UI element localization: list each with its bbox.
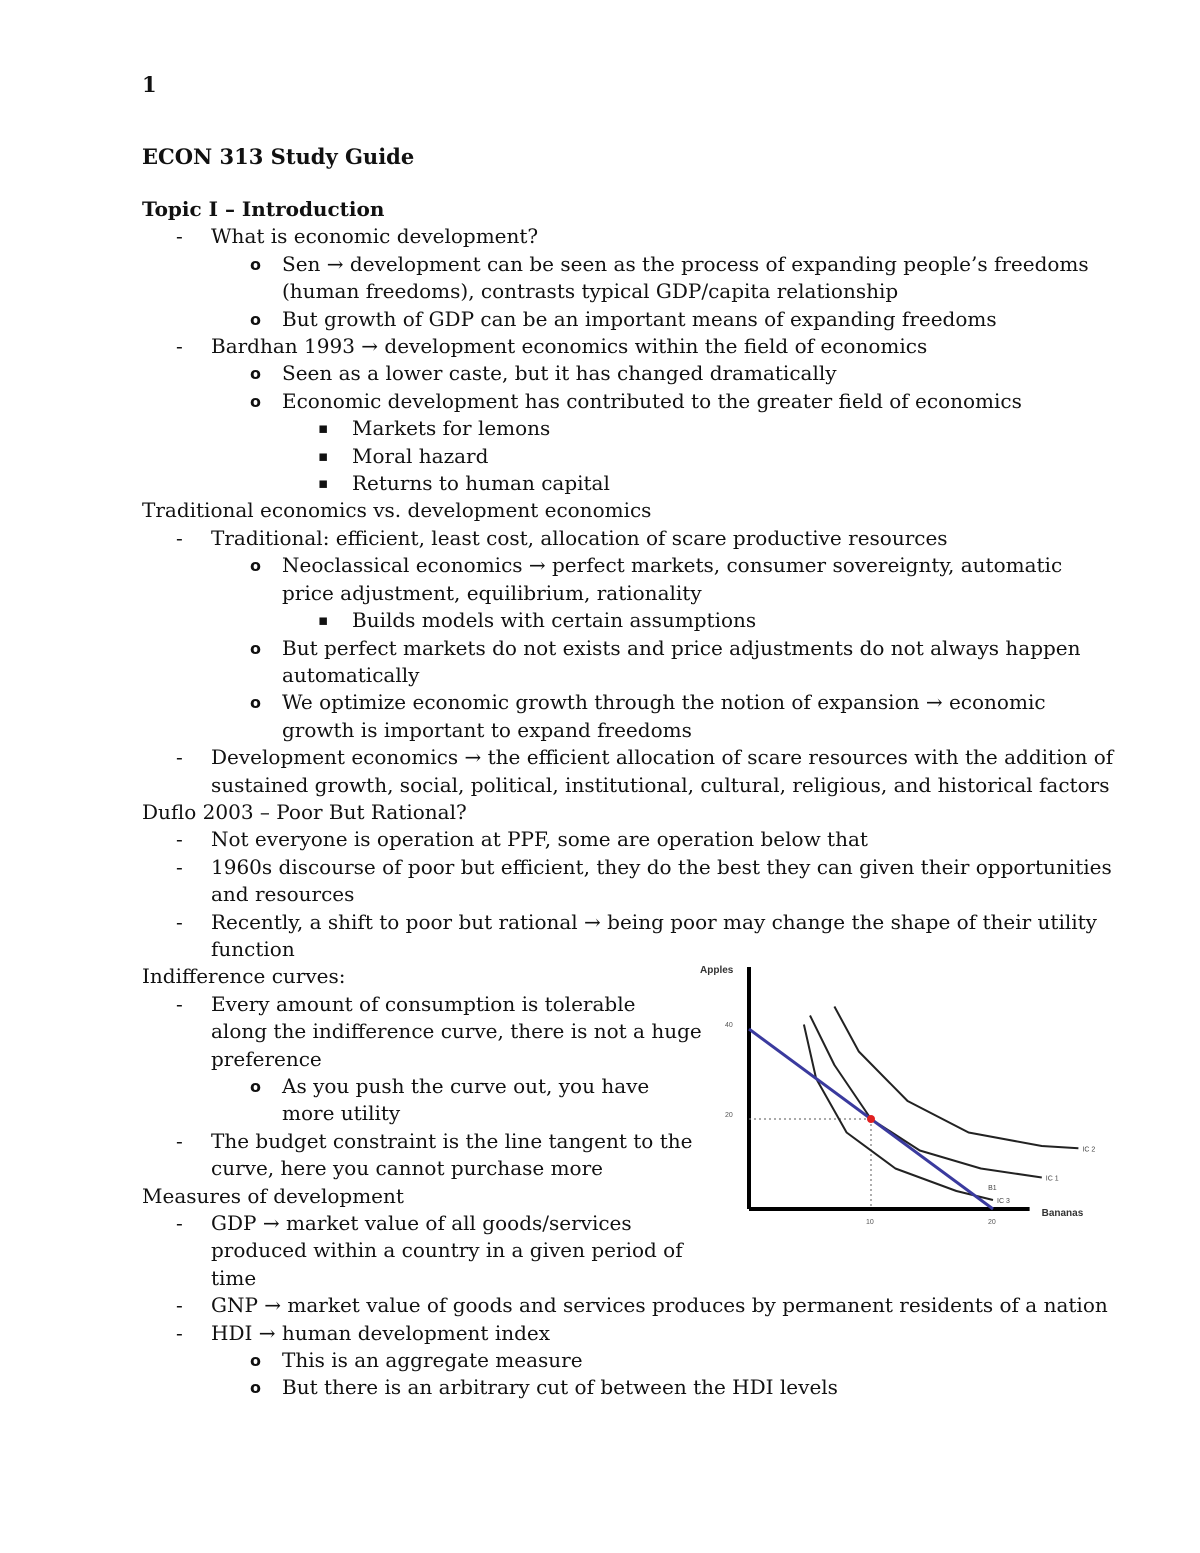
curve-label: IC 1 (1045, 1175, 1059, 1183)
list-item: ▪ Builds models with certain assumptions (142, 607, 1102, 634)
x-tick-label: 20 (988, 1219, 996, 1226)
topic-heading: Topic I – Introduction (142, 197, 385, 221)
list-item: o As you push the curve out, you have (142, 1073, 1102, 1100)
document-title: ECON 313 Study Guide (142, 144, 415, 169)
list-item: - Every amount of consumption is tolerable (142, 991, 1102, 1018)
list-item: ▪ Returns to human capital (142, 470, 1102, 497)
tangency-point (867, 1115, 875, 1123)
list-item-continuation: and resources (211, 882, 355, 907)
list-item: o Economic development has contributed to the greater field of economics (142, 388, 1102, 415)
list-item: - 1960s discourse of poor but efficient, they do the best they can given their opportunities (142, 854, 1102, 881)
section-heading: Traditional economics vs. development economics (142, 498, 652, 523)
list-item: - Development economics → the efficient allocation of scare resources with the addition of (142, 744, 1102, 771)
list-item-continuation: more utility (282, 1101, 401, 1126)
indifference-curve (810, 1016, 1042, 1178)
indifference-curve (834, 1007, 1078, 1149)
budget-line-label: B1 (988, 1185, 997, 1193)
list-item-continuation: time (211, 1265, 257, 1290)
list-item-continuation: price adjustment, equilibrium, rationality (282, 580, 702, 605)
section-heading: Duflo 2003 – Poor But Rational? (142, 799, 467, 824)
indifference-curve-chart (690, 955, 1110, 1230)
list-item: ▪ Moral hazard (142, 443, 1102, 470)
list-item: o But growth of GDP can be an important means of expanding freedoms (142, 306, 1102, 333)
curve-label: IC 2 (1082, 1146, 1096, 1154)
list-item-continuation: (human freedoms), contrasts typical GDP/capita relationship (282, 279, 899, 304)
list-item-continuation: sustained growth, social, political, institutional, cultural, religious, and historical factors (211, 772, 1110, 797)
curve-label: IC 3 (997, 1198, 1010, 1205)
list-item-continuation: produced within a country in a given period of (211, 1238, 683, 1263)
list-item: - What is economic development? (142, 223, 1102, 250)
section-heading: Indifference curves: (142, 964, 346, 989)
indifference-curve (804, 1025, 993, 1201)
list-item: - Traditional: efficient, least cost, allocation of scare productive resources (142, 525, 1102, 552)
list-item-continuation: curve, here you cannot purchase more (211, 1156, 603, 1181)
list-item-continuation: preference (211, 1046, 322, 1071)
x-tick-label: 10 (866, 1219, 874, 1226)
y-tick-label: 40 (725, 1022, 733, 1029)
list-item: o But there is an arbitrary cut of between the HDI levels (142, 1374, 1102, 1401)
list-item: o Neoclassical economics → perfect markets, consumer sovereignty, automatic (142, 552, 1102, 579)
list-item: ▪ Markets for lemons (142, 415, 1102, 442)
list-item: - The budget constraint is the line tangent to the (142, 1128, 1102, 1155)
list-item: - GDP → market value of all goods/services (142, 1210, 1102, 1237)
list-item: - HDI → human development index (142, 1320, 1102, 1347)
list-item: o Seen as a lower caste, but it has changed dramatically (142, 360, 1102, 387)
list-item-continuation: function (211, 936, 295, 961)
y-axis-label: Apples (700, 965, 734, 976)
list-item: - Not everyone is operation at PPF, some are operation below that (142, 826, 1102, 853)
list-item-continuation: automatically (282, 662, 420, 687)
list-item: - Bardhan 1993 → development economics within the field of economics (142, 333, 1102, 360)
list-item: - Recently, a shift to poor but rational → being poor may change the shape of their utility (142, 909, 1102, 936)
list-item: o Sen → development can be seen as the process of expanding people’s freedoms (142, 251, 1102, 278)
list-item: o We optimize economic growth through the notion of expansion → economic (142, 689, 1102, 716)
list-item-continuation: growth is important to expand freedoms (282, 717, 692, 742)
list-item-continuation: along the indifference curve, there is not a huge (211, 1019, 702, 1044)
x-axis-label: Bananas (1041, 1208, 1084, 1219)
list-item: o But perfect markets do not exists and price adjustments do not always happen (142, 635, 1102, 662)
list-item: o This is an aggregate measure (142, 1347, 1102, 1374)
list-item: - GNP → market value of goods and services produces by permanent residents of a nation (142, 1292, 1102, 1319)
y-tick-label: 20 (725, 1112, 733, 1119)
page-number: 1 (142, 72, 157, 97)
section-heading: Measures of development (142, 1183, 404, 1208)
